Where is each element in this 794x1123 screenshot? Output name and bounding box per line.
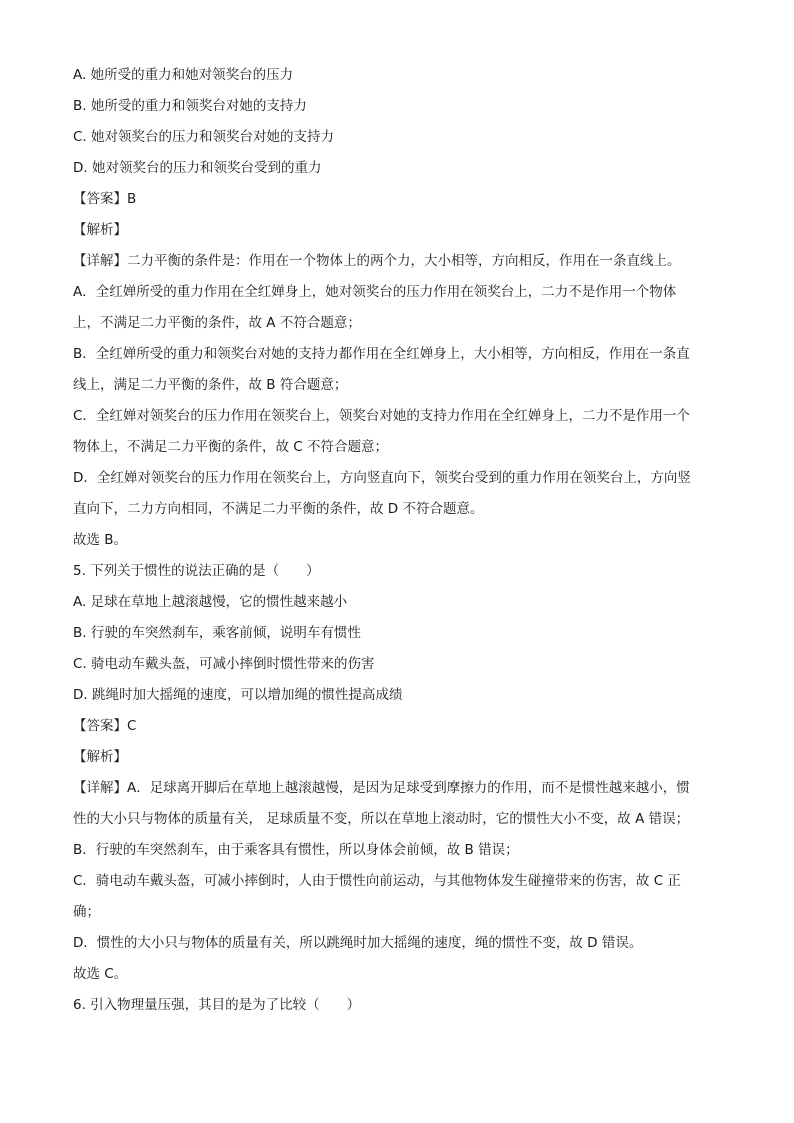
q5-detail-line: 【详解】A．足球离开脚后在草地上越滚越慢，是因为足球受到摩擦力的作用，而不是惯性越来越小，惯	[73, 780, 690, 796]
q5-option-a: A. 足球在草地上越滚越慢，它的惯性越来越小	[73, 594, 348, 610]
q5-conclusion: 故选 C。	[73, 966, 128, 982]
q4-detail-line: 【详解】二力平衡的条件是：作用在一个物体上的两个力，大小相等，方向相反，作用在一条直线上。	[73, 253, 681, 269]
q4-detail-line: 直向下，二力方向相同，不满足二力平衡的条件，故 D 不符合题意。	[73, 501, 484, 517]
q4-analysis-label: 【解析】	[73, 222, 127, 238]
q4-detail-line: 物体上，不满足二力平衡的条件，故 C 不符合题意；	[73, 439, 389, 455]
q4-detail-line: D．全红婵对领奖台的压力作用在领奖台上，方向竖直向下，领奖台受到的重力作用在领奖台上，方向竖	[73, 470, 691, 486]
q4-detail-line: 上，不满足二力平衡的条件，故 A 不符合题意；	[73, 315, 361, 331]
q5-stem: 5. 下列关于惯性的说法正确的是（ ）	[73, 563, 320, 579]
q5-option-b: B. 行驶的车突然刹车，乘客前倾，说明车有惯性	[73, 625, 361, 641]
q5-detail-line: C．骑电动车戴头盔，可减小摔倒时，人由于惯性向前运动，与其他物体发生碰撞带来的伤害，故 C 正	[73, 873, 681, 889]
q5-detail-line: B．行驶的车突然刹车，由于乘客具有惯性，所以身体会前倾，故 B 错误；	[73, 842, 519, 858]
q4-answer: 【答案】B	[73, 191, 137, 207]
q5-detail-line: D．惯性的大小只与物体的质量有关，所以跳绳时加大摇绳的速度，绳的惯性不变，故 D 错误。	[73, 935, 643, 951]
q4-detail-line: B．全红婵所受的重力和领奖台对她的支持力都作用在全红婵身上，大小相等，方向相反，作用在一条直	[73, 346, 690, 362]
q5-answer: 【答案】C	[73, 718, 137, 734]
q5-detail-line: 确；	[73, 904, 100, 920]
q4-detail-line: C．全红婵对领奖台的压力作用在领奖台上，领奖台对她的支持力作用在全红婵身上，二力不是作用一个	[73, 408, 690, 424]
q4-conclusion: 故选 B。	[73, 532, 128, 548]
q5-option-c: C. 骑电动车戴头盔，可减小摔倒时惯性带来的伤害	[73, 656, 375, 672]
q6-stem: 6. 引入物理量压强，其目的是为了比较（ ）	[73, 997, 361, 1013]
q4-detail-line: A．全红婵所受的重力作用在全红婵身上，她对领奖台的压力作用在领奖台上，二力不是作用一个物体	[73, 284, 677, 300]
q5-analysis-label: 【解析】	[73, 749, 127, 765]
q4-option-c: C. 她对领奖台的压力和领奖台对她的支持力	[73, 129, 335, 145]
q4-option-a: A. 她所受的重力和她对领奖台的压力	[73, 67, 294, 83]
q4-option-b: B. 她所受的重力和领奖台对她的支持力	[73, 98, 307, 114]
document-page	[73, 64, 718, 1025]
q5-option-d: D. 跳绳时加大摇绳的速度，可以增加绳的惯性提高成绩	[73, 687, 403, 703]
q4-detail-line: 线上，满足二力平衡的条件，故 B 符合题意；	[73, 377, 348, 393]
q5-detail-line: 性的大小只与物体的质量有关， 足球质量不变，所以在草地上滚动时，它的惯性大小不变，故 A 错误；	[73, 811, 690, 827]
q4-option-d: D. 她对领奖台的压力和领奖台受到的重力	[73, 160, 322, 176]
